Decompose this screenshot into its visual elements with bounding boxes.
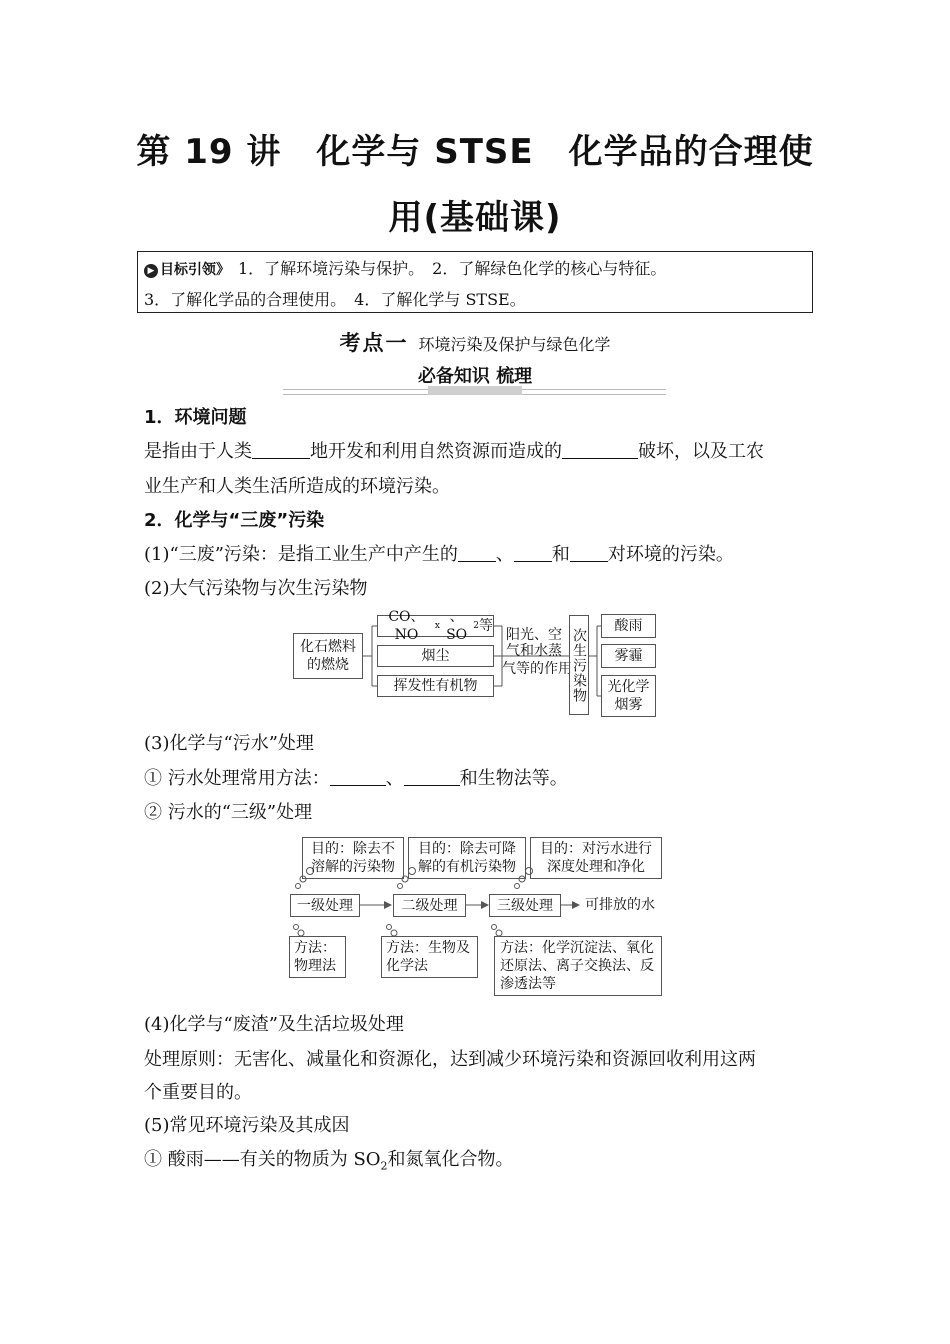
subheading-air-pollutants: (2)大气污染物与次生污染物 bbox=[144, 578, 368, 599]
subheading-wastewater: (3)化学与“污水”处理 bbox=[144, 733, 314, 754]
diagram1-condition-3: 气等的作用 bbox=[502, 661, 572, 677]
diagram2-method-stage1: 方法：物理法 bbox=[289, 936, 346, 978]
goals-line1: 1．了解环境污染与保护。 2．了解绿色化学的核心与特征。 bbox=[238, 259, 667, 278]
diagram2-stage1: 一级处理 bbox=[290, 894, 360, 917]
acid-rain-cause bbox=[144, 1147, 814, 1180]
diagram1-secondary-box: 次生污染物 bbox=[569, 615, 589, 715]
waste-principle-line2: 个重要目的。 bbox=[144, 1082, 252, 1103]
waste-principle-line1: 处理原则：无害化、减量化和资源化，达到减少环境污染和资源回收利用这两 bbox=[144, 1049, 756, 1070]
diagram2-stage3: 三级处理 bbox=[489, 894, 561, 917]
diagram2-method-stage2: 方法：生物及化学法 bbox=[381, 936, 478, 978]
page-title-line2: 用(基础课) bbox=[388, 198, 562, 238]
heading-three-wastes: 2．化学与“三废”污染 bbox=[144, 510, 325, 531]
diagram1-condition-1: 阳光、空 bbox=[506, 627, 562, 643]
goals-badge-text: 目标引领》 bbox=[160, 262, 230, 278]
diagram2-stage2: 二级处理 bbox=[393, 894, 466, 917]
text-fragment: 破坏，以及工农 bbox=[638, 441, 764, 462]
diagram1-condition-2: 气和水蒸 bbox=[506, 643, 562, 659]
text-fragment: 、 bbox=[385, 768, 404, 789]
text-fragment: 、 bbox=[495, 544, 514, 565]
text-fragment: ① 酸雨——有关的物质为 SO bbox=[144, 1149, 381, 1170]
diagram1-primary-pollutant-voc: 挥发性有机物 bbox=[377, 675, 494, 697]
text-fragment: ① 污水处理常用方法： bbox=[144, 768, 330, 789]
page-title-line1: 第 19 讲 化学与 STSE 化学品的合理使 bbox=[136, 132, 814, 172]
subheading-pollution-causes: (5)常见环境污染及其成因 bbox=[144, 1115, 350, 1136]
diagram2-goal-stage3: 目的：对污水进行深度处理和净化 bbox=[530, 837, 662, 879]
diagram1-result-haze: 雾霾 bbox=[601, 644, 656, 668]
goals-line2: 3．了解化学品的合理使用。 4．了解化学与 STSE。 bbox=[144, 290, 526, 309]
kaodian-label: 考点一 bbox=[339, 331, 409, 355]
text-fragment: 是指由于人类 bbox=[144, 441, 252, 462]
text-fragment: 和生物法等。 bbox=[459, 768, 568, 789]
kaodian-topic: 环境污染及保护与绿色化学 bbox=[418, 335, 611, 354]
text-fragment: 和氮氧化合物。 bbox=[387, 1149, 514, 1170]
diagram2-goal-stage2: 目的：除去可降解的有机污染物 bbox=[408, 837, 526, 879]
text-fragment: 对环境的污染。 bbox=[607, 544, 734, 565]
arrow-right-icon: ▶ bbox=[144, 264, 158, 278]
diagram2-method-stage3: 方法：化学沉淀法、氧化还原法、离子交换法、反渗透法等 bbox=[494, 936, 662, 996]
text-fragment: 地开发和利用自然资源而造成的 bbox=[310, 441, 562, 462]
heading-environment: 1．环境问题 bbox=[144, 407, 247, 428]
diagram1-source-box: 化石燃料的燃烧 bbox=[293, 633, 363, 679]
subheading-waste-residue: (4)化学与“废渣”及生活垃圾处理 bbox=[144, 1014, 404, 1035]
wastewater-three-stage-label: ② 污水的“三级”处理 bbox=[144, 802, 313, 823]
text-fragment: (1)“三废”污染：是指工业生产中产生的 bbox=[144, 544, 458, 565]
paragraph-environment-2: 业生产和人类生活所造成的环境污染。 bbox=[144, 476, 450, 497]
diagram2-output: 可排放的水 bbox=[585, 897, 655, 913]
text-fragment: x bbox=[434, 621, 440, 631]
text-fragment: 等 bbox=[479, 618, 493, 634]
text-fragment: 、SO bbox=[446, 609, 468, 643]
diagram1-result-acid-rain: 酸雨 bbox=[601, 614, 656, 638]
text-fragment: 和 bbox=[551, 544, 570, 565]
text-fragment: CO、NO bbox=[388, 609, 425, 643]
text-fragment: 2 bbox=[380, 1159, 388, 1173]
diagram2-goal-stage1: 目的：除去不溶解的污染物 bbox=[302, 837, 404, 879]
diagram1-result-smog: 光化学烟雾 bbox=[601, 675, 656, 717]
diagram1-primary-pollutant-dust: 烟尘 bbox=[377, 645, 494, 667]
banner-text: 必备知识 梳理 bbox=[417, 366, 533, 387]
text-fragment: 2 bbox=[473, 621, 479, 631]
